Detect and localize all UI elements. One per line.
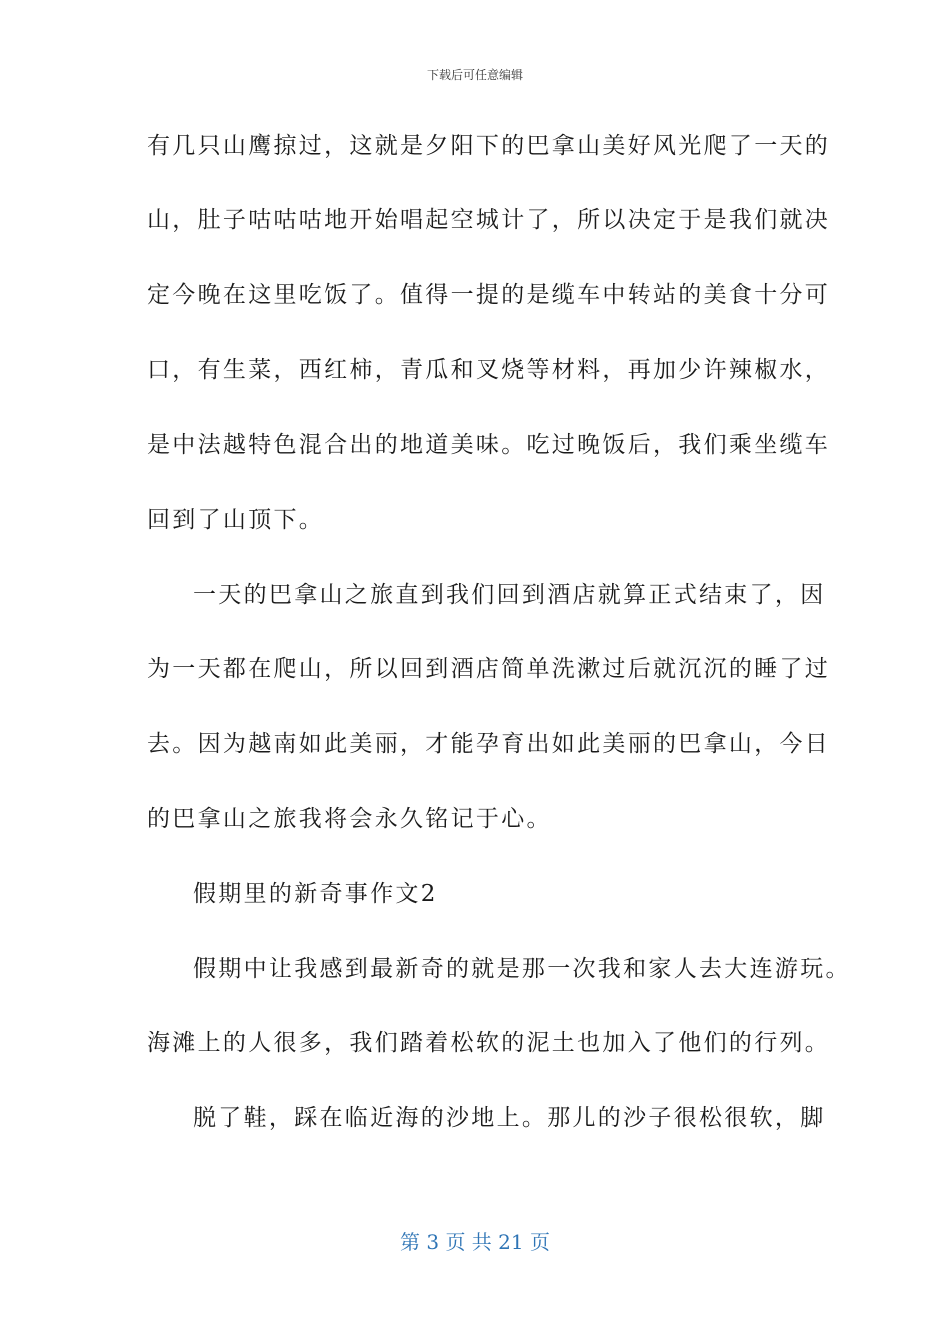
text-line: 回到了山顶下。 xyxy=(147,507,325,533)
text-line: 山，肚子咕咕咕地开始唱起空城计了，所以决定于是我们就决 xyxy=(147,207,831,233)
text-line: 为一天都在爬山，所以回到酒店简单洗漱过后就沉沉的睡了过 xyxy=(147,656,831,682)
text-line: 一天的巴拿山之旅直到我们回到酒店就算正式结束了，因 xyxy=(193,582,826,608)
text-line: 脱了鞋，踩在临近海的沙地上。那儿的沙子很松很软，脚 xyxy=(193,1105,826,1131)
text-line: 有几只山鹰掠过，这就是夕阳下的巴拿山美好风光爬了一天的 xyxy=(147,133,831,159)
text-line: 口，有生菜，西红柿，青瓜和叉烧等材料，再加少许辣椒水， xyxy=(147,357,831,383)
text-line: 假期中让我感到最新奇的就是那一次我和家人去大连游玩。 xyxy=(193,956,851,982)
section-heading: 假期里的新奇事作文2 xyxy=(193,881,438,907)
text-line: 定今晚在这里吃饭了。值得一提的是缆车中转站的美食十分可 xyxy=(147,282,831,308)
text-line: 是中法越特色混合出的地道美味。吃过晚饭后，我们乘坐缆车 xyxy=(147,432,831,458)
text-line: 海滩上的人很多，我们踏着松软的泥土也加入了他们的行列。 xyxy=(147,1030,831,1056)
text-line: 去。因为越南如此美丽，才能孕育出如此美丽的巴拿山，今日 xyxy=(147,731,831,757)
header-note: 下载后可任意编辑 xyxy=(426,68,523,82)
page-number: 第 3 页 共 21 页 xyxy=(400,1230,550,1254)
text-line: 的巴拿山之旅我将会永久铭记于心。 xyxy=(147,806,552,832)
